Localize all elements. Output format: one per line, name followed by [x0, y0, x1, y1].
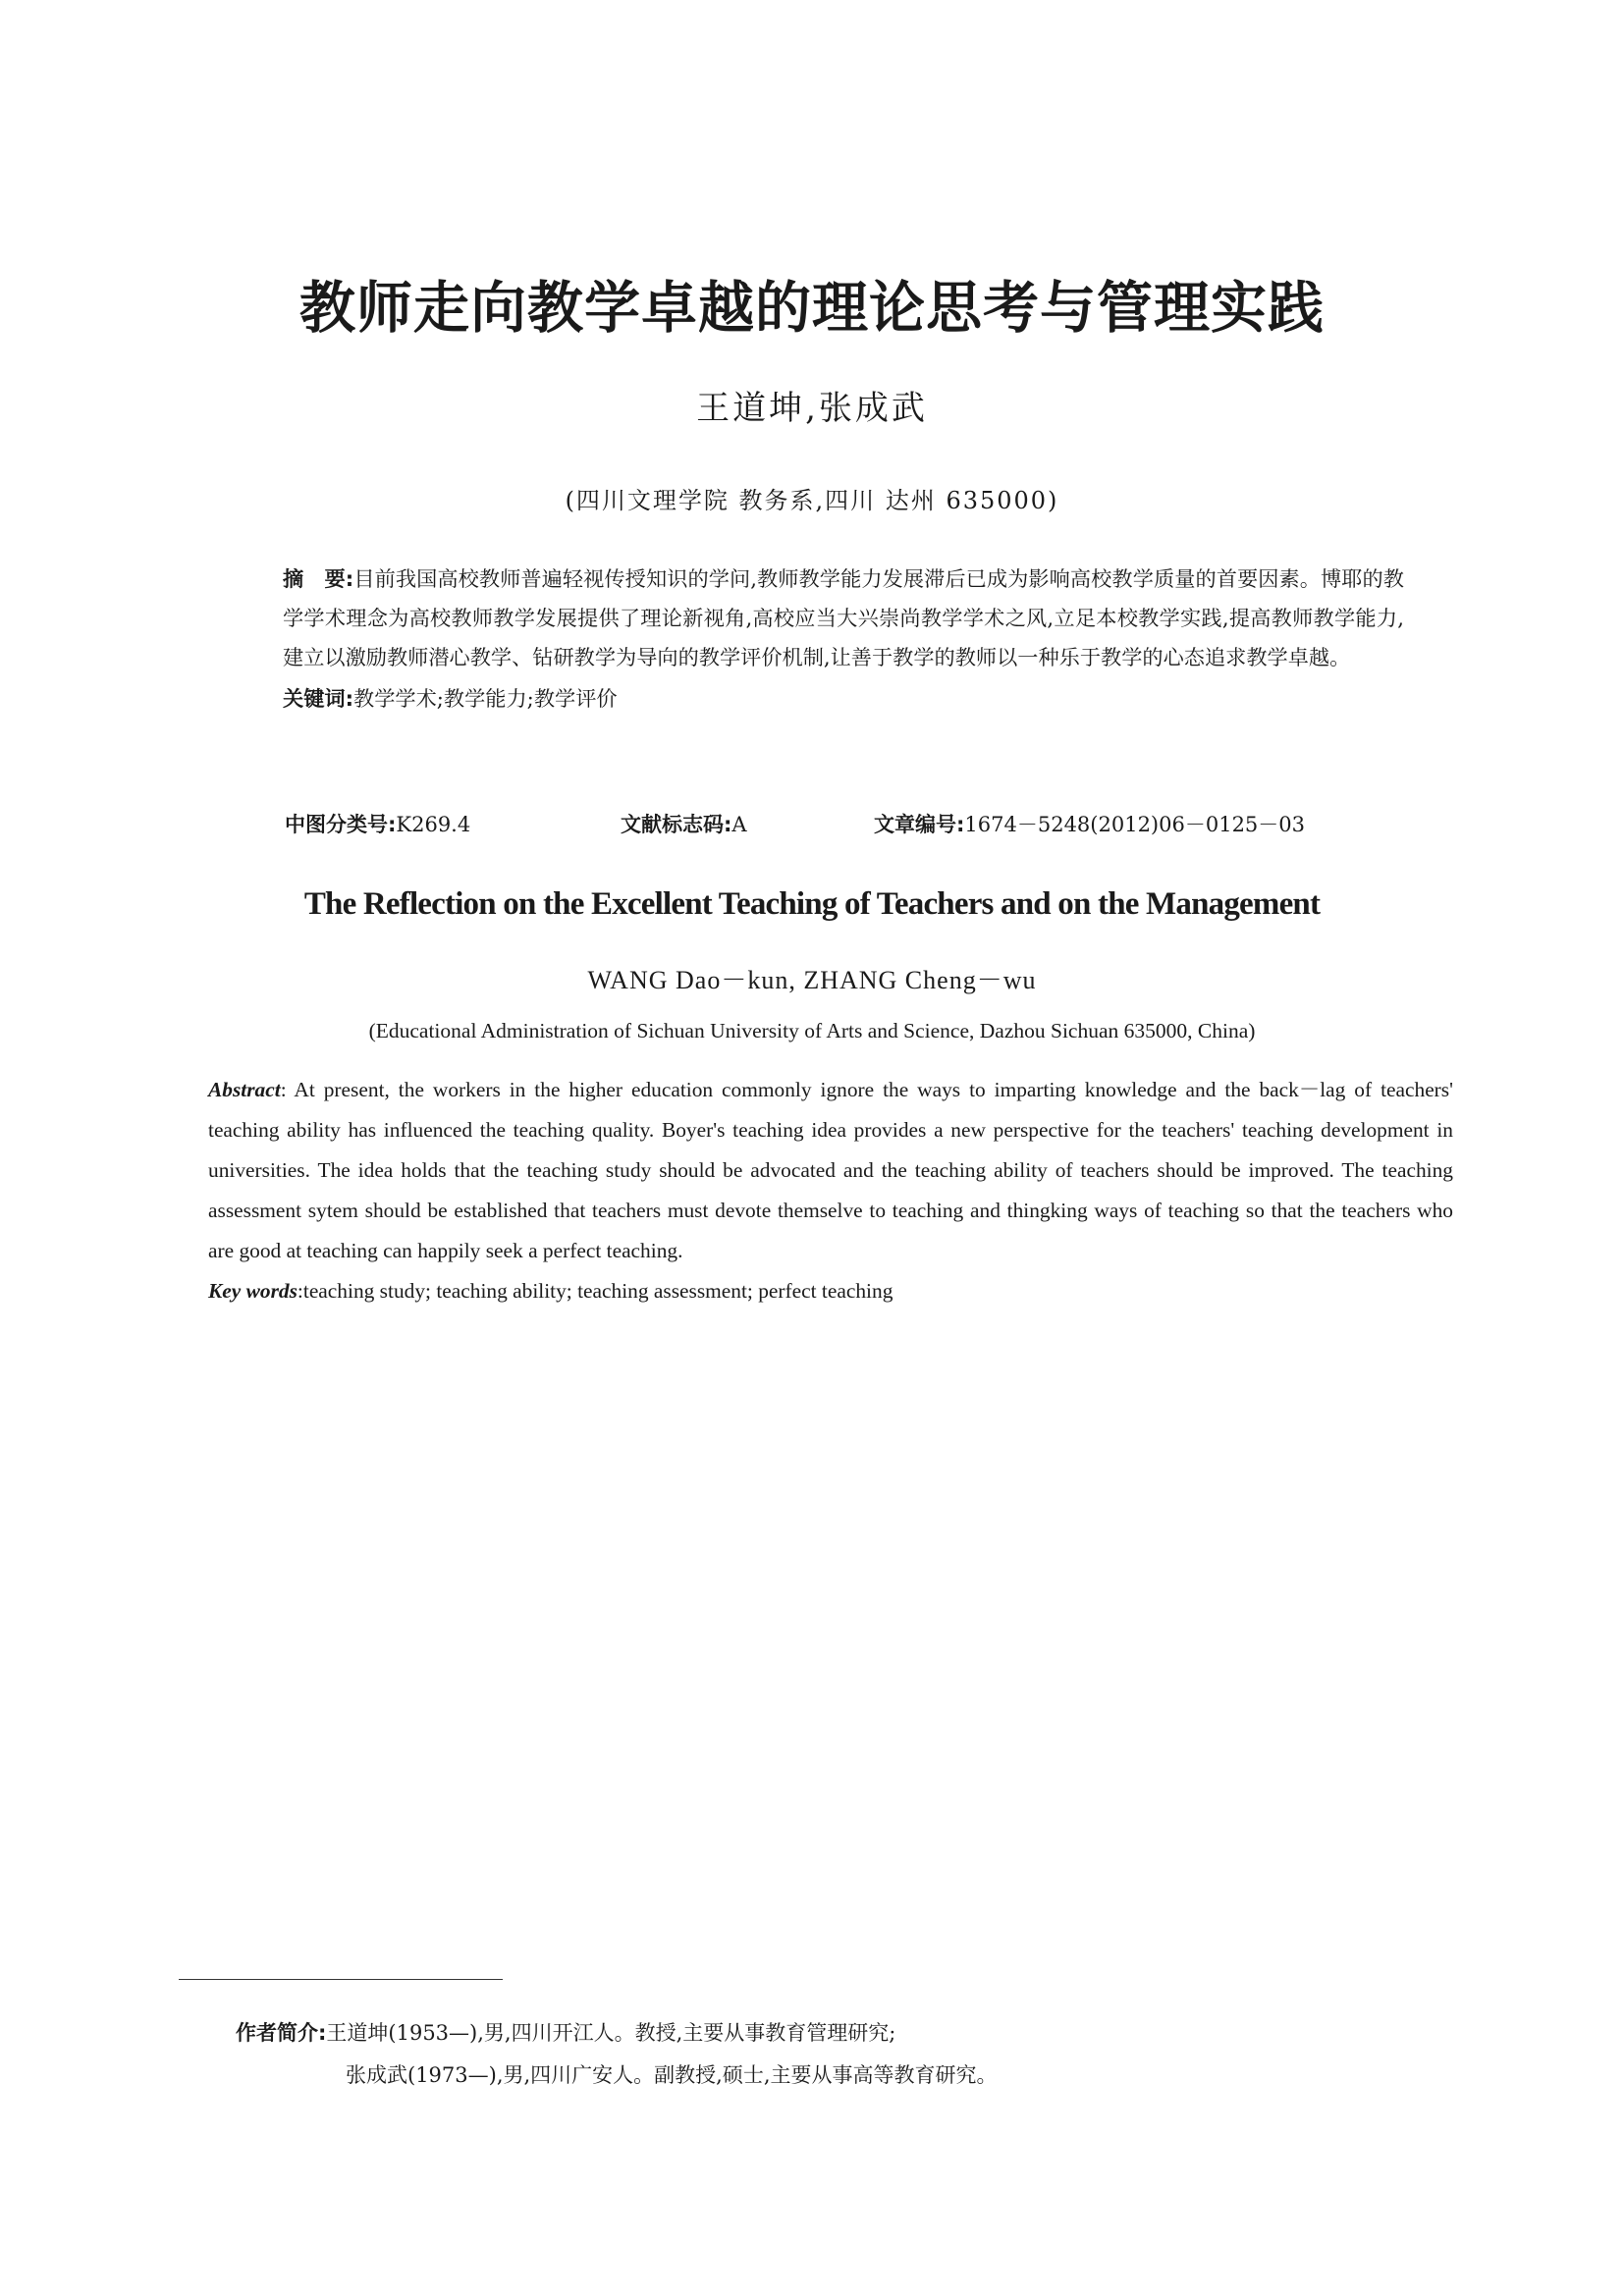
article-label: 文章编号:	[874, 813, 965, 836]
keywords-en-label: Key words	[208, 1279, 298, 1303]
keywords-cn-text: 教学学术;教学能力;教学评价	[353, 686, 618, 711]
author-note-line1	[236, 2017, 1414, 2047]
abstract-cn-text: 目前我国高校教师普遍轻视传授知识的学问,教师教学能力发展滞后已成为影响高校教学质量的首要因素。博耶的教学学术理念为高校教师教学发展提供了理论新视角,高校应当大兴崇尚教学学术之风,立足本校教学实践,提高教师教学能力,建立以激励教师潜心教学、钻研教学为导向的教学评价机制,让善于教学的教师以一种乐于教学的心态追求教学卓越。	[283, 566, 1404, 669]
abstract-cn	[236, 560, 1404, 677]
abstract-en-text: At present, the workers in the higher education commonly ignore the ways to imparting knowledge and the back－lag of teachers' teaching ability has influenced the teaching quality. Boyer's teaching idea provides a new perspective for the teachers' teaching development in universities. The idea holds that the teaching study should be advocated and the teaching ability of teachers should be improved. The teaching assessment sytem should be established that teachers must devote themselve to teaching and thingking ways of teaching so that the teachers who are good at teaching can happily seek a perfect teaching.	[208, 1078, 1453, 1262]
article-number	[874, 809, 1305, 838]
author-note-line2: 张成武(1973—),男,四川广安人。副教授,硕士,主要从事高等教育研究。	[346, 2063, 998, 2087]
abstract-en-label: Abstract	[208, 1078, 281, 1101]
clc-value: K269.4	[396, 813, 471, 836]
authors-cn: 王道坤,张成武	[696, 389, 928, 428]
keywords-cn	[236, 679, 1404, 719]
abstract-en-block	[208, 1070, 1453, 1311]
abstract-en: Abstract: At present, the workers in the higher education commonly ignore the ways to imparting knowledge and the back－lag of teachers' teaching ability has influenced the teaching quality. Boyer's teaching idea provides a new perspective for the teachers' teaching development in universities. The idea holds that the teaching study should be advocated and the teaching ability of teachers should be improved. The teaching assessment sytem should be established that teachers must devote themselve to teaching and thingking ways of teaching so that the teachers who are good at teaching can happily seek a perfect teaching.	[208, 1078, 1453, 1262]
authors-en: WANG Dao－kun, ZHANG Cheng－wu	[587, 966, 1037, 994]
keywords-en-text: teaching study; teaching ability; teaching assessment; perfect teaching	[302, 1279, 893, 1303]
doc-code	[621, 809, 747, 838]
title-en: The Reflection on the Excellent Teaching of Teachers and on the Management	[303, 886, 1321, 922]
article-value: 1674－5248(2012)06－0125－03	[964, 813, 1306, 836]
abstract-cn-label: 摘 要:	[283, 566, 354, 591]
footnote-divider	[179, 1979, 503, 1980]
abstract-cn-block	[236, 560, 1404, 719]
doc-label: 文献标志码:	[621, 813, 732, 836]
author-note-text1: 王道坤(1953—),男,四川开江人。教授,主要从事教育管理研究;	[326, 2021, 896, 2045]
affiliation-cn: (四川文理学院 教务系,四川 达州 635000)	[565, 487, 1059, 514]
title-cn: 教师走向教学卓越的理论思考与管理实践	[299, 276, 1325, 341]
author-note-label: 作者简介:	[236, 2021, 327, 2045]
clc-label: 中图分类号:	[285, 813, 397, 836]
clc-number	[285, 809, 470, 838]
keywords-cn-label: 关键词:	[283, 686, 354, 711]
affiliation-en: (Educational Administration of Sichuan University of Arts and Science, Dazhou Sichuan 635000, China)	[368, 1019, 1256, 1042]
keywords-en: Key words:teaching study; teaching ability; teaching assessment; perfect teaching	[208, 1279, 893, 1303]
doc-value: A	[731, 813, 747, 836]
